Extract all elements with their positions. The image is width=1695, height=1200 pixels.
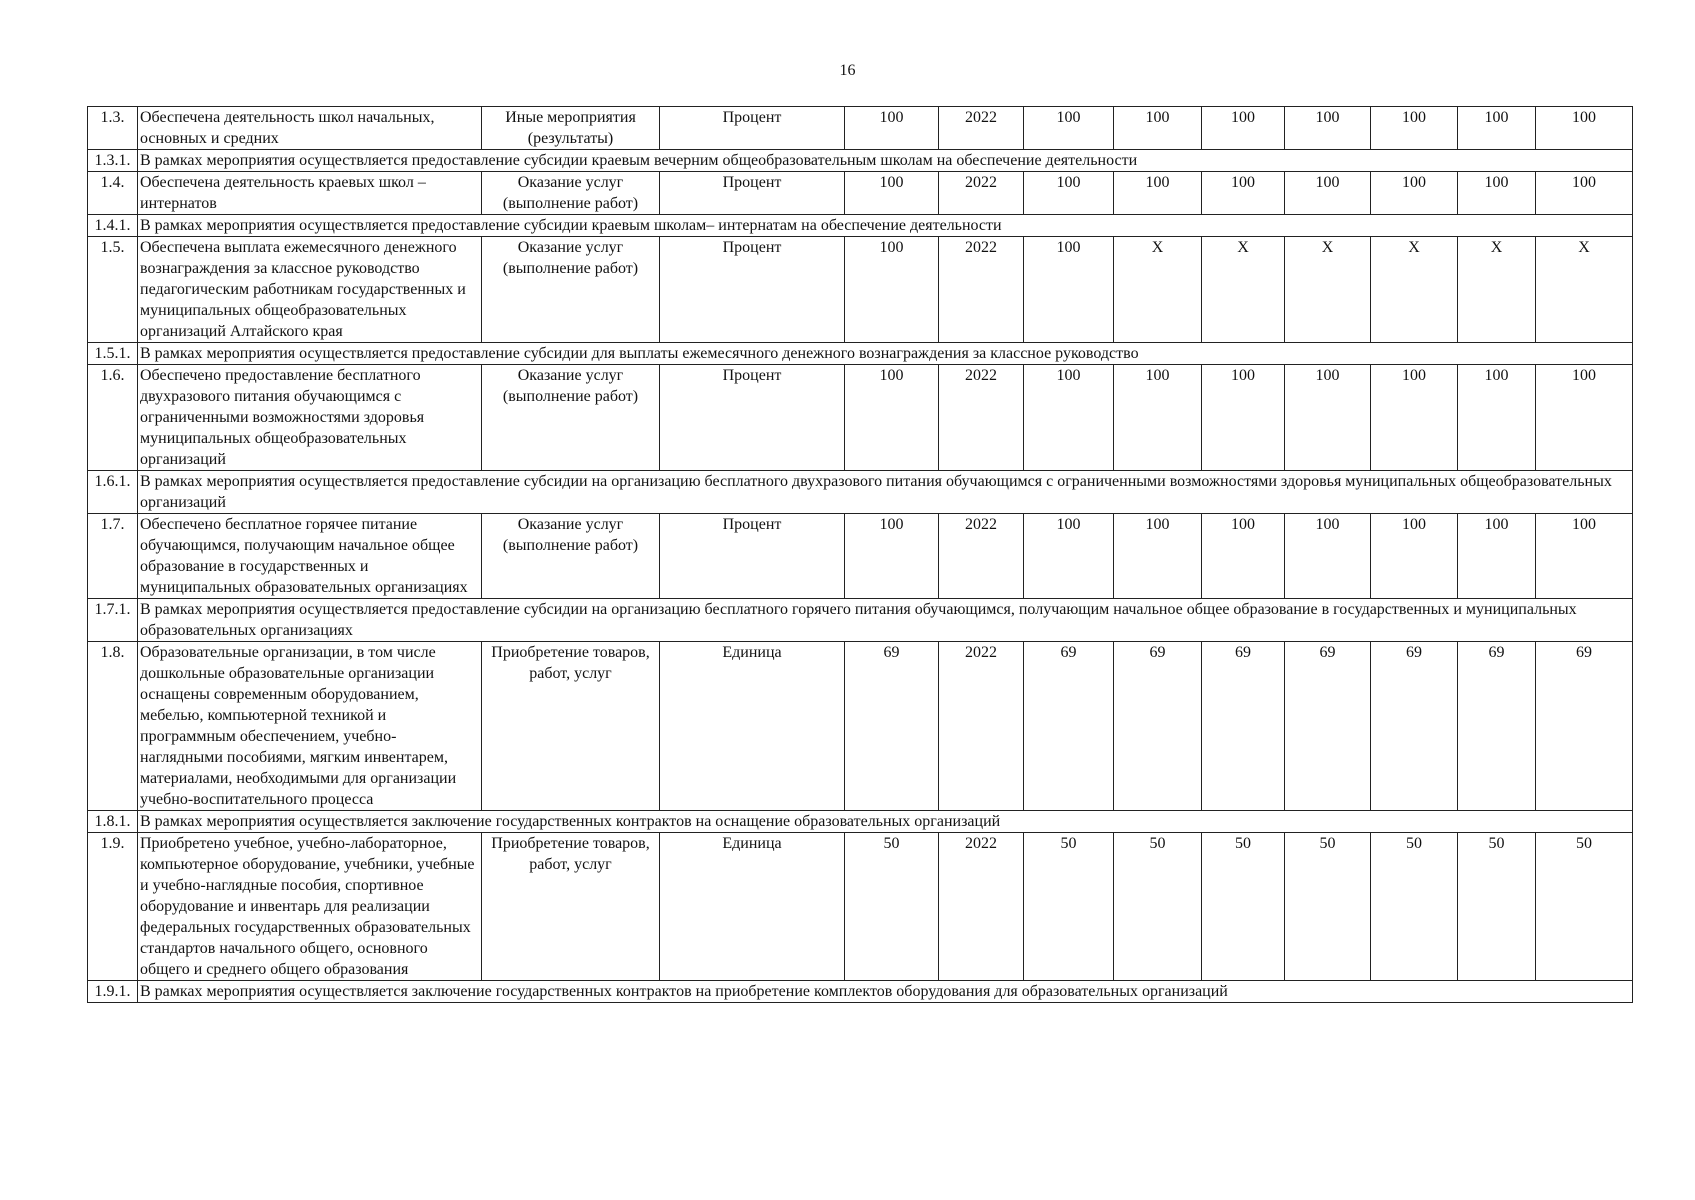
result-name: Обеспечена деятельность школ начальных, основных и средних <box>138 107 482 150</box>
table-row-description <box>88 811 1633 833</box>
results-table <box>87 106 1633 1003</box>
year-value-cell: 100 <box>1114 107 1202 150</box>
unit-cell: Процент <box>660 107 845 150</box>
year-value-cell: 100 <box>1285 172 1371 215</box>
year-value-cell: 50 <box>1202 833 1285 981</box>
base-value-cell: 100 <box>845 514 939 599</box>
base-value-cell: 50 <box>845 833 939 981</box>
year-value-cell: 100 <box>1536 514 1633 599</box>
year-value-cell: 50 <box>1458 833 1536 981</box>
year-value-cell: 100 <box>1285 107 1371 150</box>
year-value-cell: 69 <box>1458 642 1536 811</box>
result-type: Приобретение товаров, работ, услуг <box>482 833 660 981</box>
year-value-cell: 50 <box>1114 833 1202 981</box>
year-value-cell: 69 <box>1536 642 1633 811</box>
year-value-cell: 50 <box>1371 833 1458 981</box>
year-value-cell: 100 <box>1536 172 1633 215</box>
year-value-cell: X <box>1536 237 1633 343</box>
sub-row-number: 1.3.1. <box>88 150 138 172</box>
year-value-cell: 69 <box>1024 642 1114 811</box>
base-year-cell: 2022 <box>939 237 1024 343</box>
table-row-description <box>88 471 1633 514</box>
year-value-cell: 100 <box>1458 514 1536 599</box>
table-row <box>88 172 1633 215</box>
table-row <box>88 107 1633 150</box>
row-number: 1.9. <box>88 833 138 981</box>
base-value-cell: 69 <box>845 642 939 811</box>
unit-cell: Процент <box>660 172 845 215</box>
year-value-cell: 100 <box>1458 172 1536 215</box>
result-type: Оказание услуг (выполнение работ) <box>482 237 660 343</box>
result-name: Обеспечена выплата ежемесячного денежного вознаграждения за классное руководство педагогическим работникам государственных и муниципальных общеобразовательных организаций Алтайского края <box>138 237 482 343</box>
base-year-cell: 2022 <box>939 365 1024 471</box>
year-value-cell: 69 <box>1285 642 1371 811</box>
base-value-cell: 100 <box>845 172 939 215</box>
year-value-cell: 50 <box>1536 833 1633 981</box>
year-value-cell: 50 <box>1024 833 1114 981</box>
row-number: 1.4. <box>88 172 138 215</box>
base-year-cell: 2022 <box>939 172 1024 215</box>
year-value-cell: 100 <box>1371 514 1458 599</box>
result-name: Приобретено учебное, учебно-лабораторное, компьютерное оборудование, учебники, учебные и учебно-наглядные пособия, спортивное оборудование и инвентарь для реализации федеральных государственных образовательных стандартов начального общего, основного общего и среднего общего образования <box>138 833 482 981</box>
year-value-cell: 100 <box>1202 107 1285 150</box>
row-number: 1.3. <box>88 107 138 150</box>
result-name: Обеспечено предоставление бесплатного двухразового питания обучающимся с ограниченными возможностями здоровья муниципальных общеобразовательных организаций <box>138 365 482 471</box>
sub-row-number: 1.5.1. <box>88 343 138 365</box>
sub-row-description: В рамках мероприятия осуществляется предоставление субсидии краевым школам– интернатам на обеспечение деятельности <box>138 215 1633 237</box>
unit-cell: Единица <box>660 833 845 981</box>
year-value-cell: X <box>1114 237 1202 343</box>
year-value-cell: 69 <box>1114 642 1202 811</box>
table-row-description <box>88 150 1633 172</box>
sub-row-description: В рамках мероприятия осуществляется заключение государственных контрактов на оснащение образовательных организаций <box>138 811 1633 833</box>
table-row-description <box>88 981 1633 1003</box>
result-name: Обеспечена деятельность краевых школ – интернатов <box>138 172 482 215</box>
row-number: 1.5. <box>88 237 138 343</box>
sub-row-number: 1.4.1. <box>88 215 138 237</box>
year-value-cell: 100 <box>1202 514 1285 599</box>
table-row <box>88 237 1633 343</box>
year-value-cell: 100 <box>1024 365 1114 471</box>
year-value-cell: 100 <box>1024 514 1114 599</box>
year-value-cell: 100 <box>1285 365 1371 471</box>
sub-row-number: 1.8.1. <box>88 811 138 833</box>
result-type: Оказание услуг (выполнение работ) <box>482 172 660 215</box>
year-value-cell: 100 <box>1285 514 1371 599</box>
row-number: 1.7. <box>88 514 138 599</box>
result-type: Приобретение товаров, работ, услуг <box>482 642 660 811</box>
year-value-cell: 100 <box>1371 365 1458 471</box>
table-row <box>88 365 1633 471</box>
base-year-cell: 2022 <box>939 642 1024 811</box>
sub-row-number: 1.7.1. <box>88 599 138 642</box>
year-value-cell: 50 <box>1285 833 1371 981</box>
result-type: Иные мероприятия (результаты) <box>482 107 660 150</box>
year-value-cell: 100 <box>1371 172 1458 215</box>
base-year-cell: 2022 <box>939 107 1024 150</box>
sub-row-description: В рамках мероприятия осуществляется предоставление субсидии для выплаты ежемесячного денежного вознаграждения за классное руководство <box>138 343 1633 365</box>
year-value-cell: 100 <box>1371 107 1458 150</box>
row-number: 1.6. <box>88 365 138 471</box>
table-body <box>88 107 1633 1003</box>
table-row <box>88 514 1633 599</box>
year-value-cell: 100 <box>1114 365 1202 471</box>
year-value-cell: 100 <box>1114 172 1202 215</box>
page-number: 16 <box>839 62 856 79</box>
unit-cell: Процент <box>660 237 845 343</box>
table-row <box>88 833 1633 981</box>
sub-row-description: В рамках мероприятия осуществляется предоставление субсидии на организацию бесплатного двухразового питания обучающимся с ограниченными возможностями здоровья муниципальных общеобразовательных организаций <box>138 471 1633 514</box>
sub-row-number: 1.6.1. <box>88 471 138 514</box>
unit-cell: Единица <box>660 642 845 811</box>
base-year-cell: 2022 <box>939 833 1024 981</box>
year-value-cell: 100 <box>1024 237 1114 343</box>
year-value-cell: 100 <box>1536 365 1633 471</box>
year-value-cell: X <box>1285 237 1371 343</box>
table-row <box>88 642 1633 811</box>
sub-row-description: В рамках мероприятия осуществляется предоставление субсидии на организацию бесплатного горячего питания обучающимся, получающим начальное общее образование в государственных и муниципальных образовательных организациях <box>138 599 1633 642</box>
year-value-cell: 100 <box>1536 107 1633 150</box>
table-row-description <box>88 215 1633 237</box>
base-value-cell: 100 <box>845 107 939 150</box>
row-number: 1.8. <box>88 642 138 811</box>
year-value-cell: X <box>1458 237 1536 343</box>
result-name: Образовательные организации, в том числе дошкольные образовательные организации оснащены современным оборудованием, мебелью, компьютерной техникой и программным обеспечением, учебно-наглядными пособиями, мягким инвентарем, материалами, необходимыми для организации учебно-воспитательного процесса <box>138 642 482 811</box>
result-type: Оказание услуг (выполнение работ) <box>482 365 660 471</box>
table-row-description <box>88 599 1633 642</box>
year-value-cell: X <box>1202 237 1285 343</box>
year-value-cell: 100 <box>1024 172 1114 215</box>
base-value-cell: 100 <box>845 237 939 343</box>
unit-cell: Процент <box>660 365 845 471</box>
sub-row-description: В рамках мероприятия осуществляется заключение государственных контрактов на приобретение комплектов оборудования для образовательных организаций <box>138 981 1633 1003</box>
year-value-cell: 69 <box>1371 642 1458 811</box>
result-type: Оказание услуг (выполнение работ) <box>482 514 660 599</box>
year-value-cell: 100 <box>1024 107 1114 150</box>
unit-cell: Процент <box>660 514 845 599</box>
year-value-cell: 69 <box>1202 642 1285 811</box>
table-row-description <box>88 343 1633 365</box>
sub-row-number: 1.9.1. <box>88 981 138 1003</box>
year-value-cell: 100 <box>1458 365 1536 471</box>
year-value-cell: 100 <box>1202 365 1285 471</box>
sub-row-description: В рамках мероприятия осуществляется предоставление субсидии краевым вечерним общеобразовательным школам на обеспечение деятельности <box>138 150 1633 172</box>
year-value-cell: X <box>1371 237 1458 343</box>
base-value-cell: 100 <box>845 365 939 471</box>
base-year-cell: 2022 <box>939 514 1024 599</box>
year-value-cell: 100 <box>1202 172 1285 215</box>
result-name: Обеспечено бесплатное горячее питание обучающимся, получающим начальное общее образование в государственных и муниципальных образовательных организациях <box>138 514 482 599</box>
year-value-cell: 100 <box>1458 107 1536 150</box>
year-value-cell: 100 <box>1114 514 1202 599</box>
